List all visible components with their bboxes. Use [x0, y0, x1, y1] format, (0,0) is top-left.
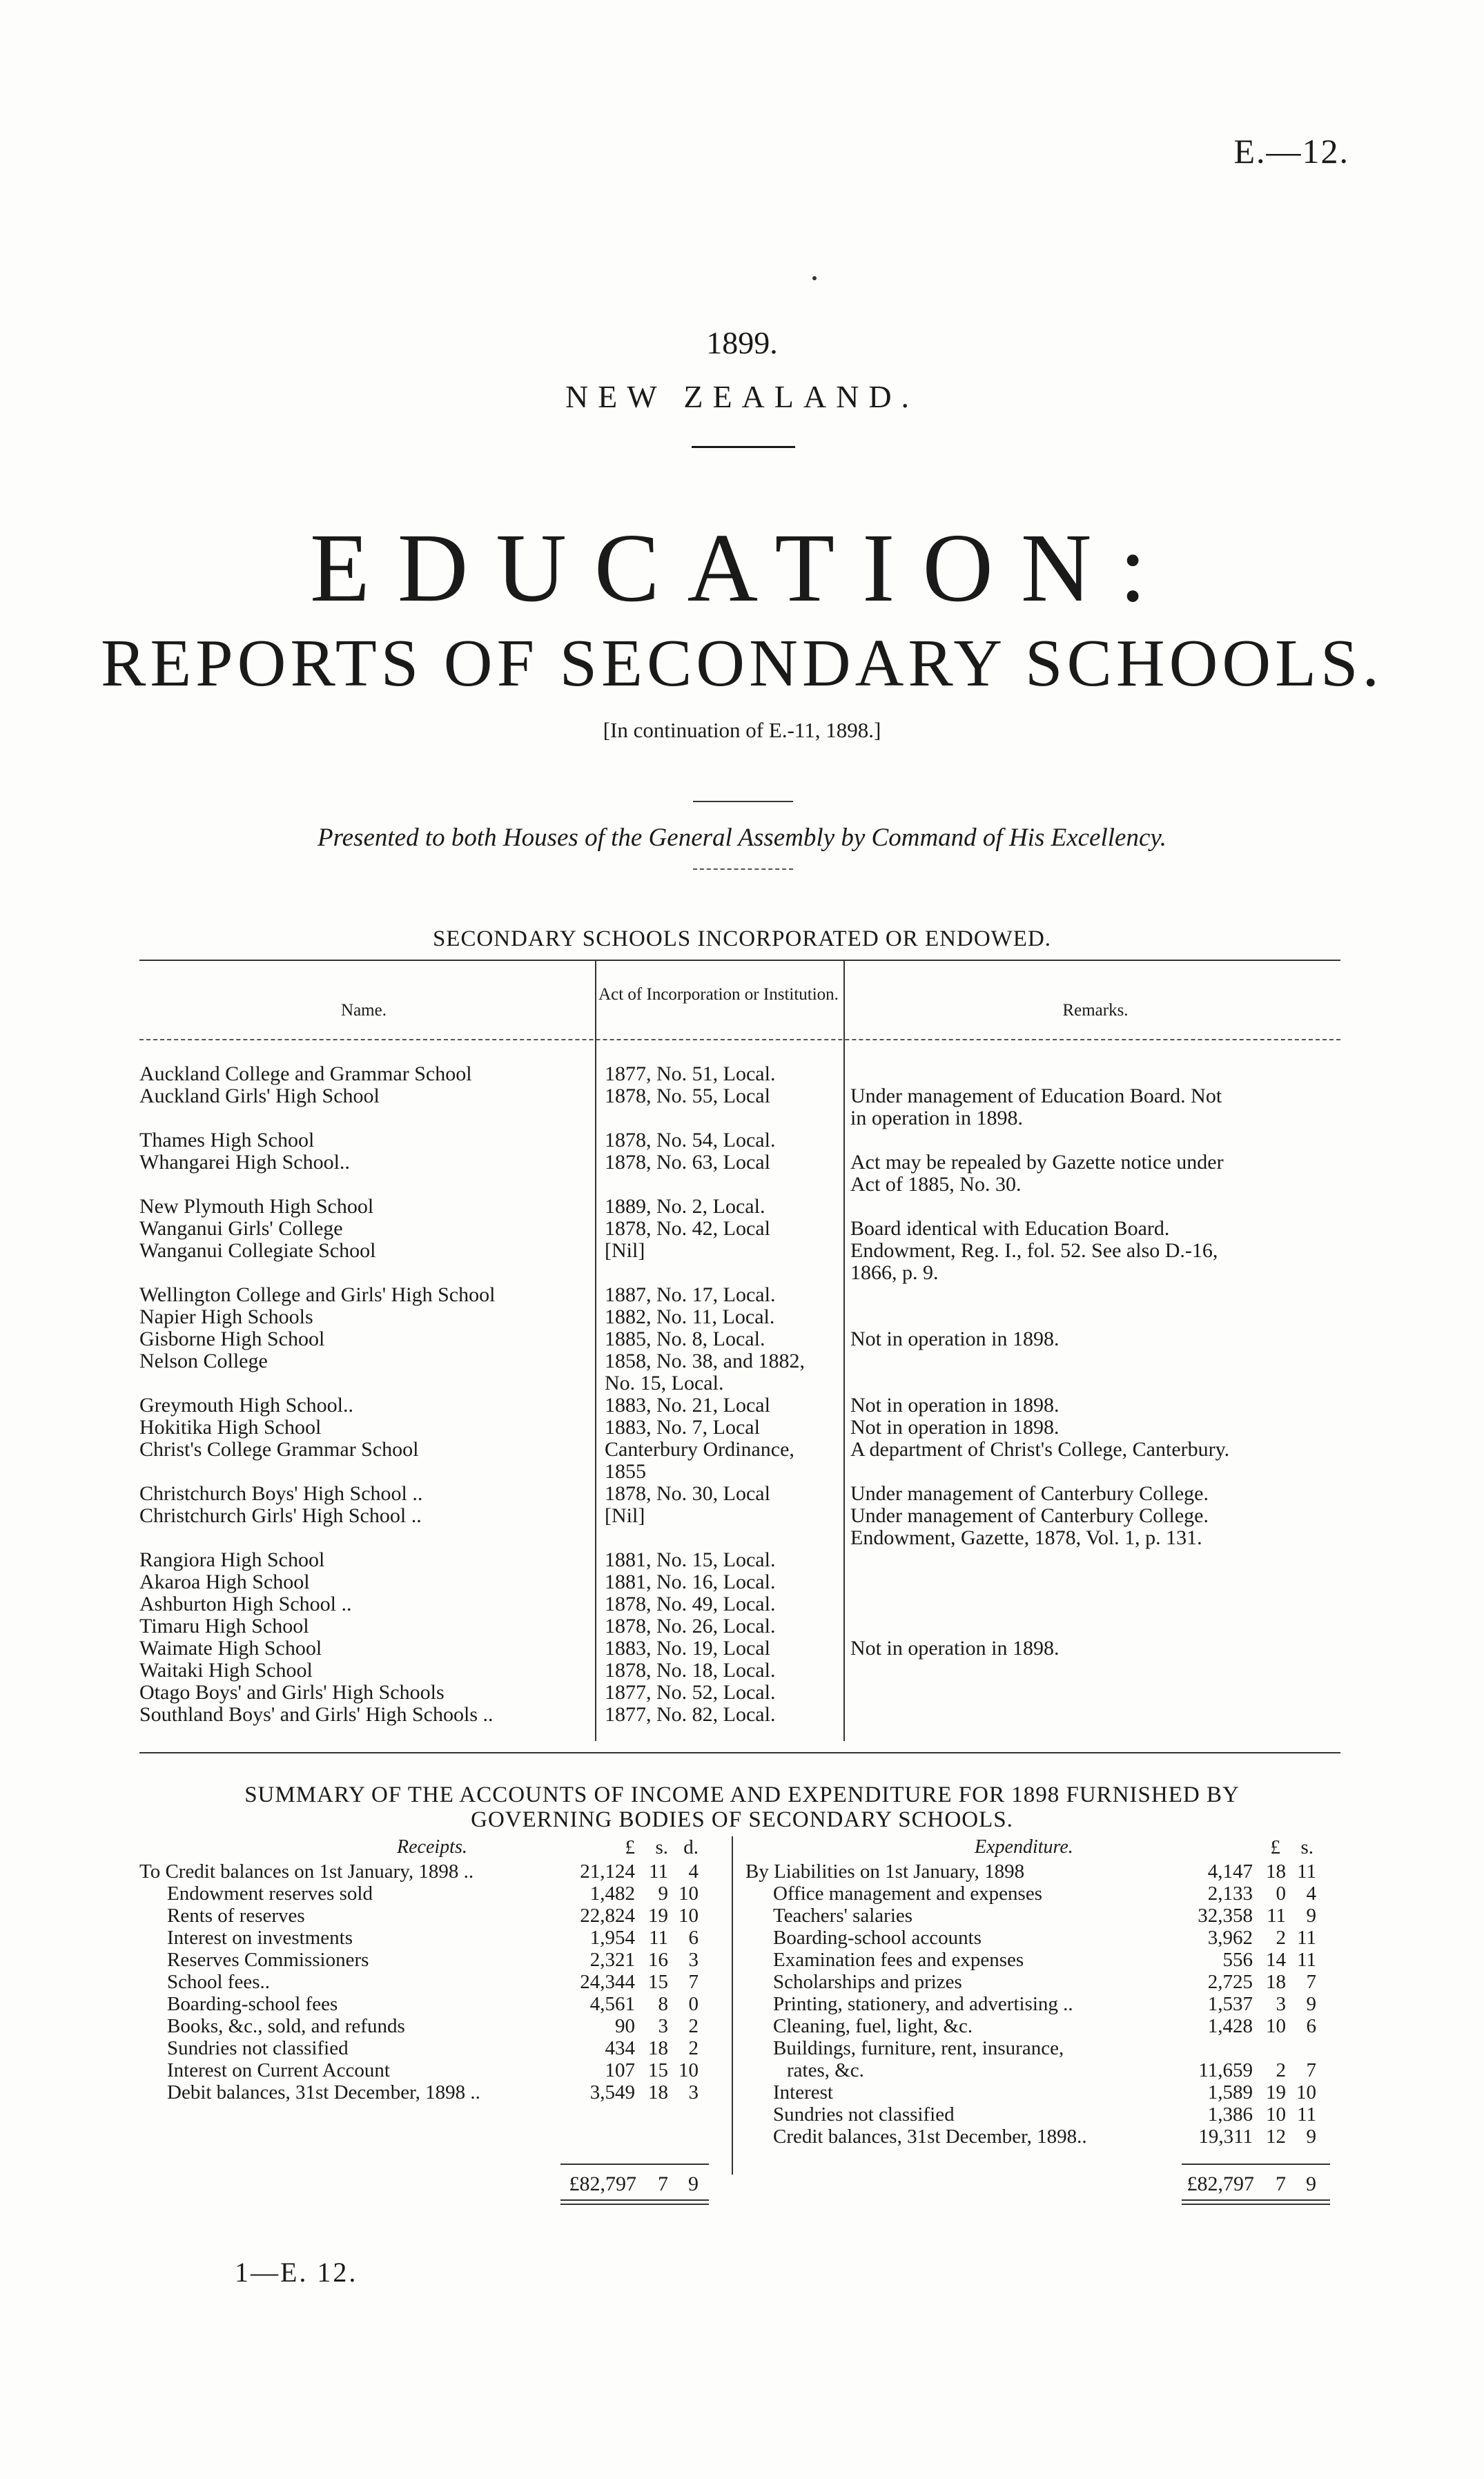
account-label: Interest — [773, 2081, 833, 2103]
remarks: Not in operation in 1898. — [850, 1328, 1060, 1350]
account-label: Reserves Commissioners — [167, 1949, 369, 1971]
act-of-incorporation: Canterbury Ordinance, — [605, 1438, 794, 1461]
account-label: School fees.. — [167, 1971, 270, 1993]
account-label: Cleaning, fuel, light, &c. — [773, 2015, 973, 2037]
account-label: Sundries not classified — [773, 2103, 955, 2126]
table-row — [0, 1439, 1484, 1461]
amount-shillings: 11 — [1267, 1905, 1286, 1927]
amount-pounds: 4,561 — [589, 1993, 635, 2015]
act-of-incorporation: 1882, No. 11, Local. — [605, 1305, 775, 1328]
school-name: Nelson College — [139, 1350, 268, 1372]
amount-pounds: 4,147 — [1207, 1860, 1253, 1883]
presented-rule-bottom — [693, 868, 793, 870]
amount-pounds: 1,537 — [1207, 1993, 1253, 2015]
table-row — [0, 1593, 1484, 1615]
amount-shillings: 18 — [648, 2081, 668, 2103]
expenditure-total-pounds: £82,797 — [1187, 2172, 1254, 2195]
remarks: Act of 1885, No. 30. — [850, 1173, 1022, 1196]
school-name: Christchurch Boys' High School .. — [139, 1483, 423, 1505]
amount-pounds: 1,954 — [589, 1927, 635, 1949]
school-name: Christ's College Grammar School — [139, 1439, 419, 1461]
remarks: 1866, p. 9. — [850, 1261, 939, 1284]
account-label: To Credit balances on 1st January, 1898 .. — [139, 1860, 474, 1883]
title-rule — [692, 446, 795, 448]
remarks: Act may be repealed by Gazette notice under — [850, 1151, 1224, 1174]
table-row — [0, 1196, 1484, 1218]
amount-shillings: 12 — [1266, 2126, 1286, 2148]
school-name: Waitaki High School — [139, 1660, 313, 1682]
amount-shillings: 3 — [1276, 1993, 1286, 2015]
amount-pounds: 434 — [605, 2037, 635, 2059]
school-name: Christchurch Girls' High School .. — [139, 1505, 422, 1527]
amount-pence: 7 — [688, 1971, 699, 1993]
amount-pounds: 2,725 — [1207, 1971, 1253, 1993]
table-row — [0, 1174, 1484, 1196]
school-name: Ashburton High School .. — [139, 1593, 352, 1615]
act-of-incorporation: 1877, No. 51, Local. — [605, 1062, 776, 1085]
amount-shillings: 15 — [648, 2059, 668, 2081]
receipts-header: Receipts. — [397, 1836, 467, 1858]
expenditure-total-shillings: 7 — [1276, 2172, 1286, 2195]
presented-line: Presented to both Houses of the General Assembly by Command of His Excellency. — [318, 824, 1166, 852]
account-label: Printing, stationery, and advertising .. — [773, 1993, 1073, 2015]
amount-pounds: 3,962 — [1207, 1927, 1253, 1949]
act-of-incorporation: 1858, No. 38, and 1882, — [605, 1350, 805, 1372]
amount-pence: 3 — [688, 1949, 699, 1971]
pounds-header: £ — [1270, 1836, 1280, 1858]
country: NEW ZEALAND. — [565, 379, 919, 414]
page-signature: 1—E. 12. — [235, 2257, 358, 2288]
act-of-incorporation: 1878, No. 42, Local — [605, 1217, 770, 1240]
amount-pence: 10 — [1296, 2081, 1316, 2103]
school-name: Waimate High School — [139, 1637, 322, 1660]
amount-pence: 11 — [1297, 1860, 1316, 1883]
expenditure-double-rule-2 — [1182, 2204, 1330, 2205]
amount-pence: 6 — [1306, 2015, 1316, 2037]
school-name: Wellington College and Girls' High School — [139, 1284, 496, 1306]
amount-pounds: 32,358 — [1198, 1905, 1253, 1927]
amount-pounds: 2,321 — [589, 1949, 635, 1971]
amount-pence: 11 — [1297, 1927, 1316, 1949]
table-row — [0, 1085, 1484, 1107]
amount-pounds: 1,482 — [589, 1883, 635, 1905]
act-of-incorporation: No. 15, Local. — [605, 1372, 724, 1394]
table-row — [0, 1063, 1484, 1085]
table-row — [0, 1218, 1484, 1240]
table-row — [0, 1505, 1484, 1527]
amount-shillings: 19 — [1266, 2081, 1286, 2103]
table-row — [0, 1262, 1484, 1284]
school-name: Timaru High School — [139, 1615, 309, 1637]
shillings-header: s. — [655, 1836, 668, 1858]
amount-pounds: 1,589 — [1207, 2081, 1253, 2103]
amount-shillings: 10 — [1266, 2103, 1286, 2126]
act-of-incorporation: 1883, No. 19, Local — [605, 1637, 770, 1660]
school-name: Rangiora High School — [139, 1549, 325, 1571]
amount-shillings: 2 — [1276, 2059, 1286, 2081]
amount-pence: 3 — [688, 2081, 699, 2103]
table-row — [0, 1417, 1484, 1439]
school-name: Otago Boys' and Girls' High Schools — [139, 1682, 445, 1704]
table-row — [0, 1461, 1484, 1483]
remarks: Under management of Canterbury College. — [850, 1482, 1209, 1505]
remarks: A department of Christ's College, Canterbury. — [850, 1438, 1230, 1461]
table-row — [0, 1394, 1484, 1417]
amount-shillings: 3 — [658, 2015, 668, 2037]
account-label: Boarding-school accounts — [773, 1927, 982, 1949]
presented-rule — [693, 801, 793, 802]
amount-pounds: 1,428 — [1207, 2015, 1253, 2037]
amount-shillings: 9 — [658, 1883, 668, 1905]
account-label: Sundries not classified — [167, 2037, 349, 2059]
account-label: Interest on Current Account — [167, 2059, 390, 2081]
account-label: Examination fees and expenses — [773, 1949, 1024, 1971]
amount-pence: 9 — [1306, 2126, 1316, 2148]
receipts-total-pence: 9 — [688, 2172, 699, 2195]
amount-pounds: 24,344 — [580, 1971, 635, 1993]
table-row — [0, 1350, 1484, 1372]
amount-pounds: 11,659 — [1198, 2059, 1253, 2081]
account-label: Teachers' salaries — [773, 1905, 913, 1927]
expenditure-double-rule — [1182, 2199, 1330, 2201]
school-name: Southland Boys' and Girls' High Schools .. — [139, 1704, 494, 1726]
school-name: Wanganui Girls' College — [139, 1218, 343, 1240]
amount-pounds: 19,311 — [1198, 2126, 1253, 2148]
school-name: Hokitika High School — [139, 1417, 322, 1439]
amount-pence: 2 — [688, 2015, 699, 2037]
receipts-total-shillings: 7 — [658, 2172, 668, 2195]
amount-pence: 4 — [688, 1860, 699, 1883]
school-name: New Plymouth High School — [139, 1196, 374, 1218]
act-of-incorporation: [Nil] — [605, 1239, 645, 1262]
act-of-incorporation: 1878, No. 26, Local. — [605, 1615, 776, 1637]
print-speck — [812, 276, 817, 280]
remarks: Not in operation in 1898. — [850, 1416, 1060, 1439]
account-label: Interest on investments — [167, 1927, 353, 1949]
remarks: Under management of Canterbury College. — [850, 1504, 1209, 1527]
table-top-rule — [139, 960, 1340, 961]
pence-header: d. — [683, 1836, 699, 1858]
amount-pounds: 1,386 — [1207, 2103, 1253, 2126]
amount-shillings: 11 — [649, 1860, 668, 1883]
amount-shillings: 10 — [1266, 2015, 1286, 2037]
school-name: Wanganui Collegiate School — [139, 1240, 376, 1262]
summary-title-line-2: GOVERNING BODIES OF SECONDARY SCHOOLS. — [471, 1807, 1013, 1832]
table-row — [0, 1306, 1484, 1328]
table-row — [0, 1483, 1484, 1505]
table-row — [0, 1549, 1484, 1571]
page-title: EDUCATION: — [310, 513, 1174, 622]
school-name: Napier High Schools — [139, 1306, 313, 1328]
account-label: rates, &c. — [787, 2059, 864, 2081]
amount-pence: 7 — [1306, 1971, 1316, 1993]
act-of-incorporation: 1877, No. 52, Local. — [605, 1681, 776, 1704]
school-name: Greymouth High School.. — [139, 1394, 353, 1417]
remarks: in operation in 1898. — [850, 1107, 1023, 1129]
continuation-note: [In continuation of E.-11, 1898.] — [603, 718, 881, 742]
act-of-incorporation: 1877, No. 82, Local. — [605, 1703, 776, 1726]
remarks: Not in operation in 1898. — [850, 1637, 1060, 1660]
amount-shillings: 19 — [648, 1905, 668, 1927]
table-row — [0, 1704, 1484, 1726]
account-label: By Liabilities on 1st January, 1898 — [745, 1860, 1025, 1883]
accounts-divider — [732, 1836, 733, 2175]
act-of-incorporation: 1883, No. 21, Local — [605, 1394, 770, 1417]
school-name: Gisborne High School — [139, 1328, 325, 1350]
table-row — [0, 1151, 1484, 1174]
account-label: Scholarships and prizes — [773, 1971, 962, 1993]
summary-title — [0, 1782, 1484, 1832]
amount-pence: 10 — [678, 2059, 699, 2081]
table-row — [0, 1571, 1484, 1593]
amount-pounds: 556 — [1222, 1949, 1253, 1971]
account-label: Debit balances, 31st December, 1898 .. — [167, 2081, 480, 2103]
amount-pounds: 2,133 — [1207, 1883, 1253, 1905]
remarks: Board identical with Education Board. — [850, 1217, 1170, 1240]
account-label: Rents of reserves — [167, 1905, 305, 1927]
act-of-incorporation: 1878, No. 54, Local. — [605, 1129, 776, 1151]
account-label: Credit balances, 31st December, 1898.. — [773, 2126, 1087, 2148]
table-row — [0, 1284, 1484, 1306]
account-label: Books, &c., sold, and refunds — [167, 2015, 405, 2037]
account-label: Office management and expenses — [773, 1883, 1042, 1905]
amount-pence: 0 — [688, 1993, 699, 2015]
amount-shillings: 18 — [1266, 1860, 1286, 1883]
amount-pence: 9 — [1306, 1993, 1316, 2015]
receipts-total-rule — [560, 2164, 709, 2165]
act-of-incorporation: 1878, No. 30, Local — [605, 1482, 770, 1505]
document-reference-number: E.—12. — [1233, 132, 1349, 171]
header-bottom-rule — [139, 1039, 1340, 1040]
expenditure-header: Expenditure. — [975, 1836, 1073, 1858]
remarks: Endowment, Gazette, 1878, Vol. 1, p. 131. — [850, 1526, 1202, 1549]
table-row — [0, 1107, 1484, 1129]
column-header-remarks: Remarks. — [1062, 1001, 1129, 1020]
amount-shillings: 18 — [1266, 1971, 1286, 1993]
table-row — [0, 1129, 1484, 1151]
amount-pounds: 3,549 — [589, 2081, 635, 2103]
pounds-header: £ — [625, 1836, 635, 1858]
expenditure-total-pence: 9 — [1306, 2172, 1316, 2195]
amount-shillings: 18 — [648, 2037, 668, 2059]
act-of-incorporation: 1878, No. 63, Local — [605, 1151, 770, 1174]
amount-pence: 2 — [688, 2037, 699, 2059]
amount-shillings: 0 — [1276, 1883, 1286, 1905]
act-of-incorporation: 1881, No. 15, Local. — [605, 1548, 776, 1571]
amount-shillings: 2 — [1276, 1927, 1286, 1949]
amount-pence: 11 — [1297, 2103, 1316, 2126]
remarks: Endowment, Reg. I., fol. 52. See also D.-16, — [850, 1239, 1218, 1262]
account-label: Buildings, furniture, rent, insurance, — [773, 2037, 1064, 2059]
act-of-incorporation: 1883, No. 7, Local — [605, 1416, 760, 1439]
receipts-total-pounds: £82,797 — [569, 2172, 636, 2195]
table-row — [0, 1615, 1484, 1637]
summary-title-line-1: SUMMARY OF THE ACCOUNTS OF INCOME AND EXPENDITURE FOR 1898 FURNISHED BY — [244, 1782, 1240, 1807]
amount-shillings: 15 — [648, 1971, 668, 1993]
receipts-double-rule — [560, 2199, 709, 2201]
column-header-act: Act of Incorporation or Institution. — [598, 985, 839, 1004]
act-of-incorporation: 1881, No. 16, Local. — [605, 1571, 776, 1593]
act-of-incorporation: 1889, No. 2, Local. — [605, 1195, 765, 1218]
school-name: Whangarei High School.. — [139, 1151, 350, 1174]
amount-shillings: 14 — [1266, 1949, 1286, 1971]
shillings-header: s. — [1300, 1836, 1314, 1858]
account-label: Endowment reserves sold — [167, 1883, 373, 1905]
expenditure-total-rule — [1182, 2164, 1330, 2165]
table-row — [0, 1637, 1484, 1660]
amount-pence: 6 — [688, 1927, 699, 1949]
act-of-incorporation: 1878, No. 55, Local — [605, 1085, 770, 1107]
amount-pence: 10 — [678, 1905, 699, 1927]
amount-pence: 4 — [1306, 1883, 1316, 1905]
school-name: Thames High School — [139, 1129, 315, 1151]
school-name: Auckland Girls' High School — [139, 1085, 380, 1107]
amount-shillings: 16 — [648, 1949, 668, 1971]
schools-table-heading: SECONDARY SCHOOLS INCORPORATED OR ENDOWED. — [432, 926, 1052, 951]
page-subtitle: REPORTS OF SECONDARY SCHOOLS. — [100, 626, 1384, 701]
amount-pence: 11 — [1297, 1949, 1316, 1971]
amount-pence: 10 — [678, 1883, 699, 1905]
act-of-incorporation: 1887, No. 17, Local. — [605, 1283, 776, 1306]
table-row — [0, 1660, 1484, 1682]
amount-shillings: 8 — [658, 1993, 668, 2015]
table-row — [0, 1328, 1484, 1350]
account-label: Boarding-school fees — [167, 1993, 338, 2015]
amount-pounds: 107 — [605, 2059, 635, 2081]
amount-shillings: 11 — [649, 1927, 668, 1949]
act-of-incorporation: 1885, No. 8, Local. — [605, 1328, 765, 1350]
remarks: Under management of Education Board. Not — [850, 1085, 1222, 1107]
act-of-incorporation: 1878, No. 18, Local. — [605, 1659, 776, 1682]
amount-pounds: 90 — [615, 2015, 635, 2037]
column-header-name: Name. — [341, 1001, 387, 1020]
table-row — [0, 1527, 1484, 1549]
act-of-incorporation: [Nil] — [605, 1504, 645, 1527]
school-name: Auckland College and Grammar School — [139, 1063, 472, 1085]
amount-pounds: 21,124 — [580, 1860, 635, 1883]
school-name: Akaroa High School — [139, 1571, 310, 1593]
act-of-incorporation: 1878, No. 49, Local. — [605, 1593, 776, 1615]
table-bottom-rule — [139, 1752, 1340, 1753]
year: 1899. — [706, 325, 778, 360]
table-row — [0, 1682, 1484, 1704]
table-row — [0, 1240, 1484, 1262]
receipts-double-rule-2 — [560, 2204, 709, 2205]
act-of-incorporation: 1855 — [605, 1460, 646, 1483]
remarks: Not in operation in 1898. — [850, 1394, 1060, 1417]
amount-pence: 9 — [1306, 1905, 1316, 1927]
amount-pounds: 22,824 — [580, 1905, 635, 1927]
amount-pence: 7 — [1306, 2059, 1316, 2081]
table-row — [0, 1372, 1484, 1394]
